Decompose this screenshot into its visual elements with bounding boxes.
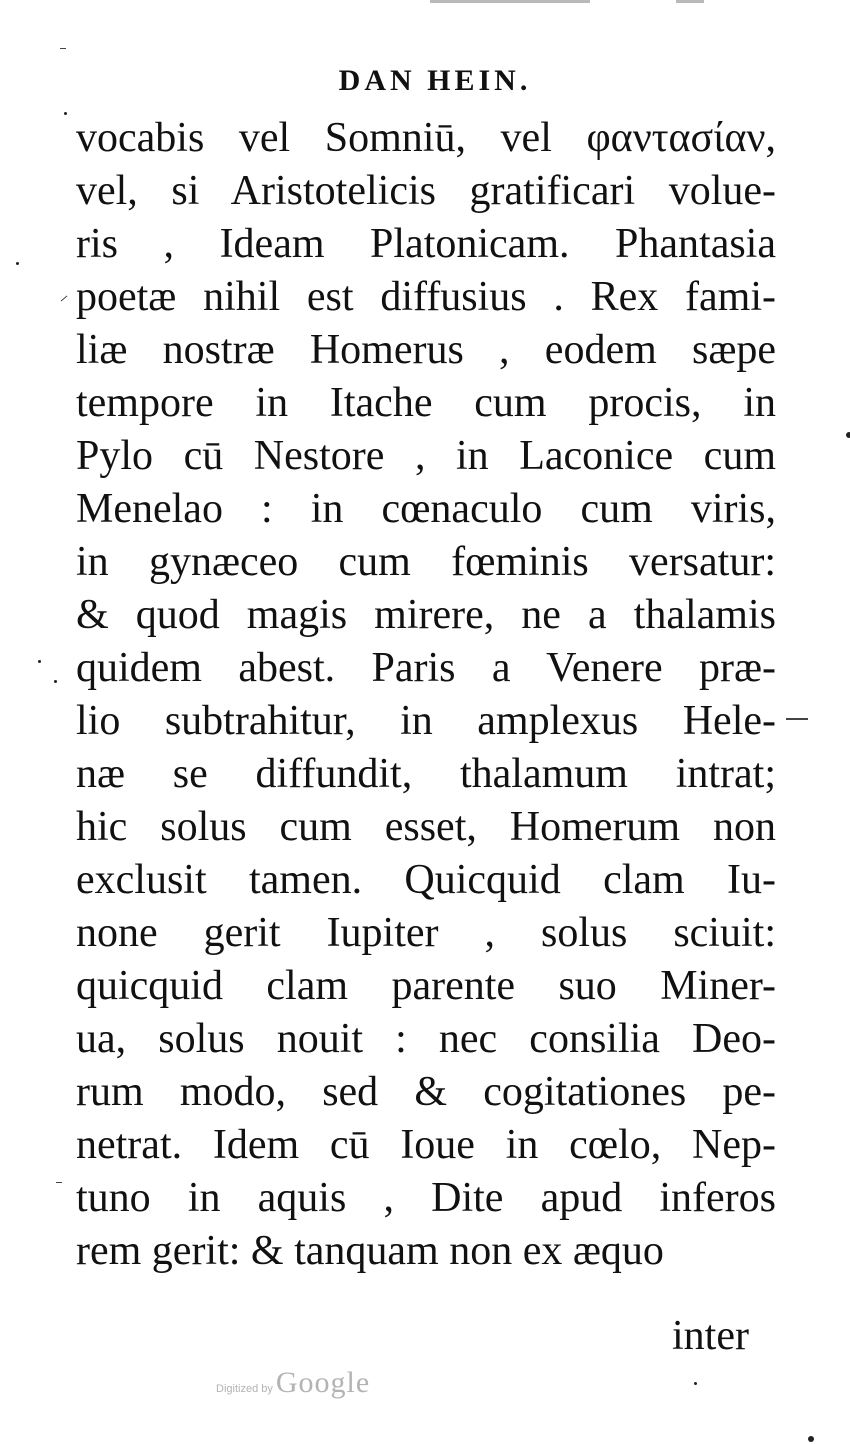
text-line: exclusit tamen. Quicquid clam Iu- — [76, 857, 776, 903]
scan-speck — [64, 112, 67, 115]
text-line: & quod magis mirere, ne a thalamis — [76, 592, 776, 638]
scan-mark — [56, 1182, 62, 1183]
text-line: Menelao : in cœnaculo cum viris, — [76, 486, 776, 532]
running-head: DAN HEIN. — [338, 64, 532, 97]
text-line: Pylo cū Nestore , in Laconice cum — [76, 433, 776, 479]
text-line: rum modo, sed & cogitationes pe- — [76, 1069, 776, 1115]
scan-speck — [694, 1382, 697, 1385]
scan-mark — [786, 718, 808, 720]
watermark-prefix: Digitized by — [216, 1383, 273, 1395]
text-line: quicquid clam parente suo Miner- — [76, 963, 776, 1009]
text-line: none gerit Iupiter , solus sciuit: — [76, 910, 776, 956]
text-line: ris , Ideam Platonicam. Phantasia — [76, 221, 776, 267]
text-line: rem gerit: & tanquam non ex æquo — [76, 1228, 664, 1274]
text-line: hic solus cum esset, Homerum non — [76, 804, 776, 850]
top-edge-remnant — [676, 0, 704, 3]
watermark-brand: Google — [275, 1366, 371, 1399]
text-line: næ se diffundit, thalamum intrat; — [76, 751, 776, 797]
text-line: vocabis vel Somniū, vel φαντασίαν, — [76, 115, 776, 161]
text-line: ua, solus nouit : nec consilia Deo- — [76, 1016, 776, 1062]
scan-speck — [846, 432, 850, 438]
text-line: tempore in Itache cum procis, in — [76, 380, 776, 426]
body-text — [76, 112, 776, 1278]
catchword: inter — [672, 1313, 749, 1359]
text-line: vel, si Aristotelicis gratificari volue- — [76, 168, 776, 214]
text-line: quidem abest. Paris a Venere præ- — [76, 645, 776, 691]
scan-speck — [808, 1436, 814, 1442]
scan-speck — [54, 680, 57, 683]
text-line: liæ nostræ Homerus , eodem sæpe — [76, 327, 776, 373]
text-line: tuno in aquis , Dite apud inferos — [76, 1175, 776, 1221]
scan-speck — [16, 262, 19, 265]
scan-mark — [60, 48, 66, 49]
top-edge-remnant — [430, 0, 590, 3]
text-line: lio subtrahitur, in amplexus Hele- — [76, 698, 776, 744]
text-line: in gynæceo cum fœminis versatur: — [76, 539, 776, 585]
scan-mark — [61, 296, 68, 302]
text-line: poetæ nihil est diffusius . Rex fami- — [76, 274, 776, 320]
scan-speck — [38, 660, 41, 663]
digitized-watermark — [216, 1366, 370, 1400]
text-line: netrat. Idem cū Ioue in cœlo, Nep- — [76, 1122, 776, 1168]
